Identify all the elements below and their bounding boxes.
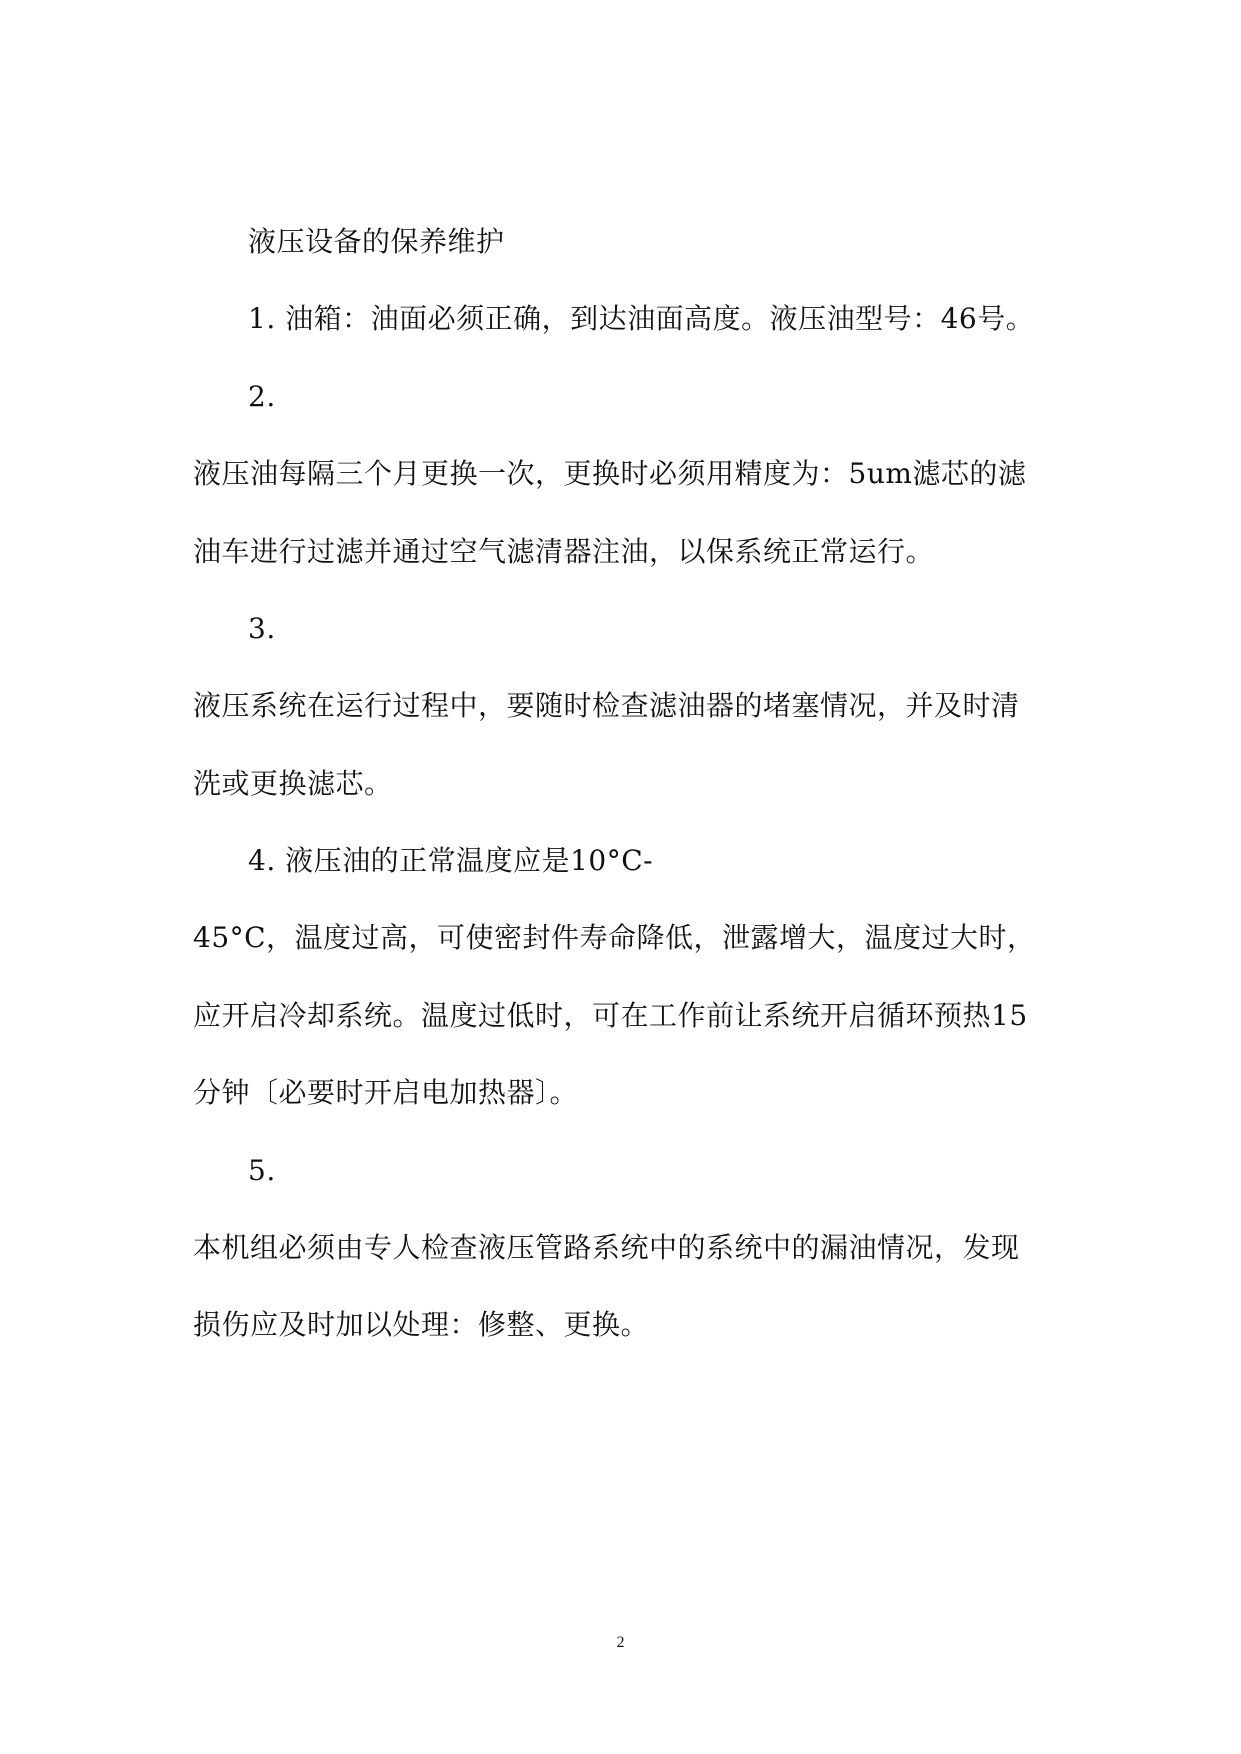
item-4-line-4: 分钟〔必要时开启电加热器〕。	[193, 1076, 579, 1109]
item-2-line-1: 液压油每隔三个月更换一次，更换时必须用精度为：5um滤芯的滤	[193, 457, 1027, 490]
item-2-line-2: 油车进行过滤并通过空气滤清器注油，以保系统正常运行。	[193, 535, 935, 568]
item-4-line-1: 4. 液压油的正常温度应是10°C-	[248, 844, 654, 877]
item-1-line: 1. 油箱：油面必须正确，到达油面高度。液压油型号：46号。	[248, 302, 1035, 335]
item-4-line-2: 45°C，温度过高，可使密封件寿命降低，泄露增大，温度过大时，	[193, 921, 1036, 954]
item-4-line-3: 应开启冷却系统。温度过低时，可在工作前让系统开启循环预热15	[193, 999, 1028, 1032]
item-5-line-1: 本机组必须由专人检查液压管路系统中的系统中的漏油情况，发现	[193, 1231, 1020, 1264]
item-5-line-2: 损伤应及时加以处理：修整、更换。	[193, 1308, 650, 1341]
page-number: 2	[616, 1634, 625, 1651]
item-5-number: 5.	[248, 1154, 276, 1187]
item-3-line-2: 洗或更换滤芯。	[193, 767, 393, 800]
document-title: 液压设备的保养维护	[248, 225, 505, 258]
item-3-line-1: 液压系统在运行过程中，要随时检查滤油器的堵塞情况，并及时清	[193, 689, 1020, 722]
item-2-number: 2.	[248, 380, 276, 413]
item-3-number: 3.	[248, 612, 276, 645]
